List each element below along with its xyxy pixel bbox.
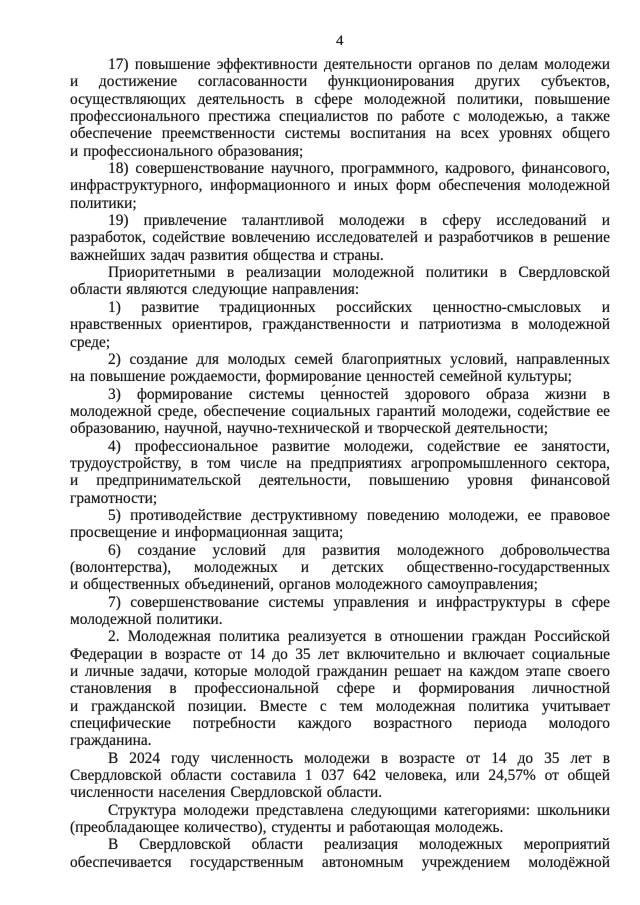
document-body bbox=[70, 56, 610, 871]
document-paragraph: В Свердловской области реализация молодежных мероприятий обеспечивается государственным автономным учреждением молодёжной bbox=[70, 836, 610, 871]
document-paragraph: 2. Молодежная политика реализуется в отношении граждан Российской Федерации в возрасте от 14 до 35 лет включительно и включает социальные и личные задачи, которые молодой гражданин решает на каждом этапе своего становления в профессиональной сфере и формирования личностной и гражданской позиции. Вместе с тем молодежная политика учитывает специфические потребности каждого возрастного периода молодого гражданина. bbox=[70, 628, 610, 750]
document-paragraph: 17) повышение эффективности деятельности органов по делам молодежи и достижение согласованности функционирования других субъектов, осуществляющих деятельность в сфере молодежной политики, повышение профессионального престижа специалистов по работе с молодежью, а также обеспечение преемственности системы воспитания на всех уровнях общего и профессионального образования; bbox=[70, 56, 610, 160]
document-paragraph: 6) создание условий для развития молодежного добровольчества (волонтерства), молодежных и детских общественно-государственных и общественных объединений, органов молодежного самоуправления; bbox=[70, 541, 610, 594]
document-paragraph: 2) создание для молодых семей благоприятных условий, направленных на повышение рождаемости, формирование ценностей семейной культуры; bbox=[70, 350, 610, 386]
document-paragraph: 4) профессиональное развитие молодежи, содействие ее занятости, трудоустройству, в том числе на предприятиях агропромышленного сектора, и предпринимательской деятельности, повышению уровня финансовой грамотности; bbox=[70, 437, 610, 507]
document-paragraph: 18) совершенствование научного, программного, кадрового, финансового, инфраструктурного, информационного и иных форм обеспечения молодежной политики; bbox=[70, 160, 610, 212]
document-paragraph: 7) совершенствование системы управления и инфраструктуры в сфере молодежной политики. bbox=[70, 593, 610, 628]
document-paragraph: 1) развитие традиционных российских ценностно-смысловых и нравственных ориентиров, гражданственности и патриотизма в молодежной среде; bbox=[70, 298, 610, 351]
page-number: 4 bbox=[336, 33, 344, 49]
document-paragraph: 5) противодействие деструктивному поведению молодежи, ее правовое просвещение и информационная защита; bbox=[70, 506, 610, 542]
document-paragraph: 3) формирование системы це́нностей здорового образа жизни в молодежной среде, обеспечение социальных гарантий молодежи, содействие ее образованию, научной, научно-технической и творческой деятельности; bbox=[70, 385, 610, 438]
document-paragraph: Приоритетными в реализации молодежной политики в Свердловской области являются следующие направления: bbox=[70, 264, 610, 299]
document-paragraph: В 2024 году численность молодежи в возрасте от 14 до 35 лет в Свердловской области составила 1 037 642 человека, или 24,57% от общей численности населения Свердловской области. bbox=[70, 749, 610, 802]
document-paragraph: 19) привлечение талантливой молодежи в сферу исследований и разработок, содействие вовлечению исследователей и разработчиков в решение важнейших задач развития общества и страны. bbox=[70, 212, 610, 264]
document-paragraph: Структура молодежи представлена следующими категориями: школьники (преобладающее количество), студенты и работающая молодежь. bbox=[70, 801, 610, 837]
